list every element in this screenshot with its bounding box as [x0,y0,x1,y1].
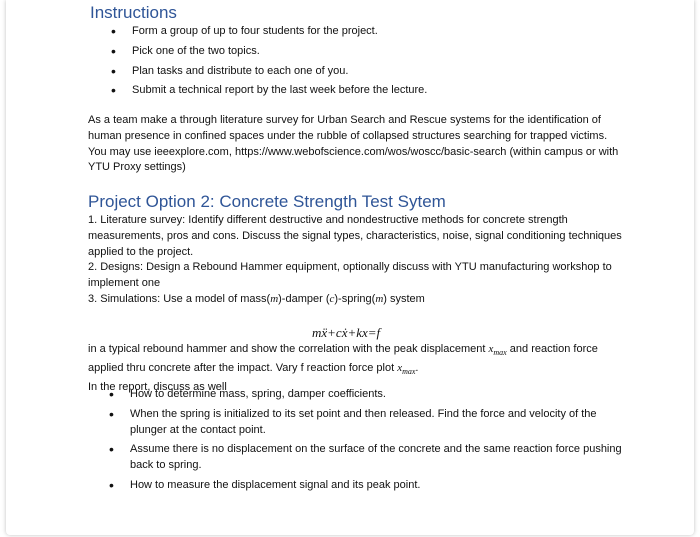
list-item: • When the spring is initialized to its set point and then released. Find the force and velocity of the plunger at the contact point. [106,407,626,439]
xmax-symbol: $x_{max}$ [397,361,416,377]
survey-paragraph [88,113,628,176]
sentence-part: in a typical rebound hammer and show the correlation with the peak displacement [88,343,489,355]
damper-symbol: c [329,292,335,305]
xmax-symbol: $x_{max}$ [488,343,507,358]
report-list [106,387,626,497]
option2-item-3 [88,292,628,308]
list-item: • How to measure the displacement signal and its peak point. [106,478,626,494]
equation: mẍ+cẋ+kx=f [312,325,381,340]
list-item: • How to determine mass, spring, damper coefficients. [106,387,626,403]
option2-item-1: 1. Literature survey: Identify different destructive and nondestructive methods for concrete strength measurements, pros and cons. Discuss the signal types, characteristics, noise, signal conditioning techniques applied to the project. [88,214,622,258]
instructions-heading: Instructions [90,3,177,22]
spring-symbol: m [375,292,384,305]
option2-item-2: 2. Designs: Design a Rebound Hammer equipment, optionally discuss with YTU manufacturing workshop to implement one [88,261,612,290]
sentence-part: and reaction force applied thru concrete after the impact. Vary f reaction force plot [88,343,598,374]
list-item: • Submit a technical report by the last week before the lecture. [108,81,427,101]
list-item: • Plan tasks and distribute to each one of you. [108,62,427,82]
list-item: • Pick one of the two topics. [108,42,427,62]
item3-mid2: )-spring( [334,292,376,305]
option2-body [88,213,628,308]
list-item: • Form a group of up to four students for the project. [108,22,427,42]
report-intro: In the report, discuss as well [88,380,227,393]
item3-prefix: 3. Simulations: Use a model of mass( [88,292,271,305]
survey-text: As a team make a through literature survey for Urban Search and Rescue systems for the identification of human presence in confined spaces under the rubble of collapsed structures searching for trapped victims. You may use ieeexplore.com, [88,114,608,158]
peak-displacement-sentence [88,342,628,380]
document-page [6,0,694,535]
item3-mid1: )-damper ( [278,292,330,305]
webofscience-link[interactable]: https://www.webofscience.com/wos/woscc/basic-search [234,145,507,158]
survey-link-note: (within campus or with YTU Proxy settings) [88,145,619,174]
sentence-part: . [415,361,419,374]
instructions-list [108,22,427,101]
item3-suffix: ) system [383,292,425,305]
mass-symbol: m [270,292,279,305]
option2-heading: Project Option 2: Concrete Strength Test Sytem [88,192,446,211]
list-item: • Assume there is no displacement on the surface of the concrete and the same reaction force pushing back to spring. [106,442,626,474]
